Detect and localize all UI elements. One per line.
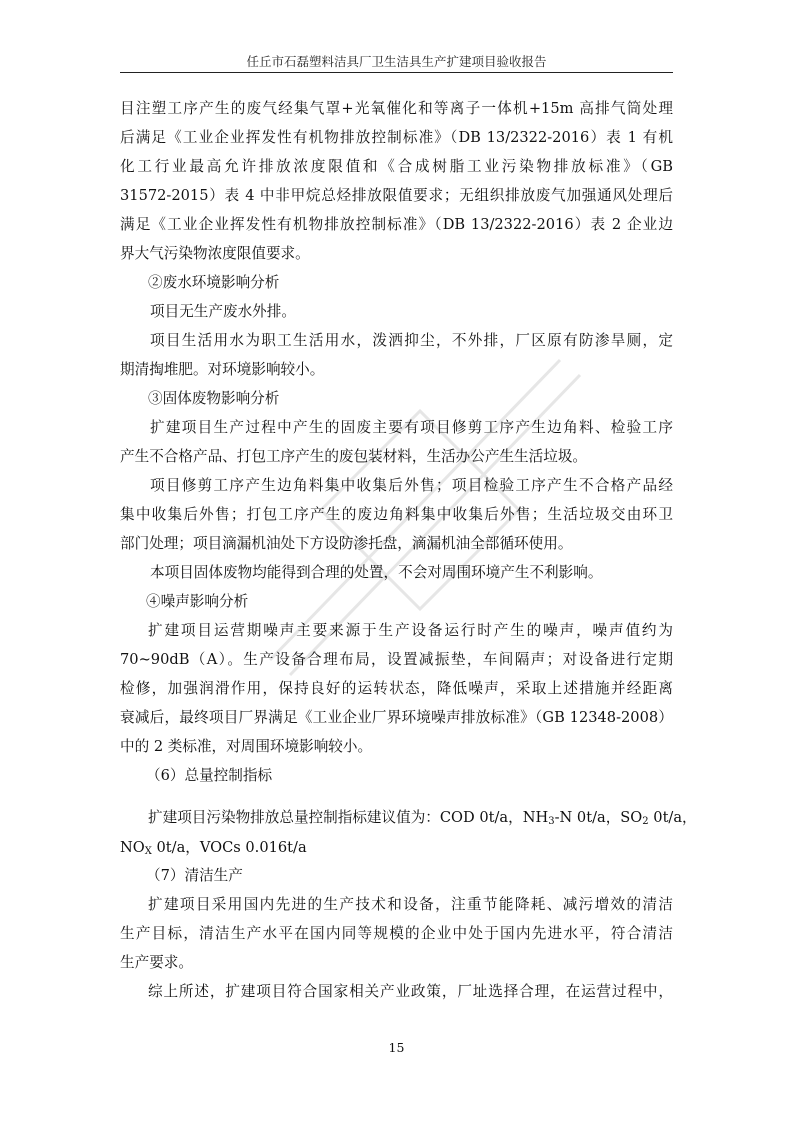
total-control-line-2: [120, 836, 307, 864]
paragraph-line: 综上所述，扩建项目符合国家相关产业政策，厂址选择合理，在运营过程中，: [148, 983, 673, 1000]
paragraph-line: 中的 2 类标准，对周围环境影响较小。: [120, 738, 373, 755]
so-rest: 0t/a，: [648, 809, 697, 826]
paragraph-line: 集中收集后外售；打包工序产生的废边角料集中收集后外售；生活垃圾交由环卫: [120, 506, 673, 523]
no-subscript: X: [144, 846, 152, 857]
paragraph-line: 扩建项目运营期噪声主要来源于生产设备运行时产生的噪声，噪声值约为: [148, 622, 673, 639]
paragraph-line: 衰减后，最终项目厂界满足《工业企业厂界环境噪声排放标准》（GB 12348-2008）: [120, 709, 673, 726]
paragraph-line: 生产目标，清洁生产水平在国内同等规模的企业中处于国内先进水平，符合清洁: [120, 925, 673, 942]
paragraph-line: 化工行业最高允许排放浓度限值和《合成树脂工业污染物排放标准》（GB: [120, 158, 673, 175]
paragraph-line: 部门处理；项目滴漏机油处下方设防渗托盘，滴漏机油全部循环使用。: [120, 535, 573, 552]
paragraph-line: 生产要求。: [120, 954, 193, 971]
header-rule: [120, 72, 673, 73]
nh-subscript: 3: [548, 816, 555, 827]
paragraph-line: 界大气污染物浓度限值要求。: [120, 245, 310, 262]
no-rest: 0t/a，VOCs 0.016t/a: [151, 839, 307, 856]
paragraph-line: 项目无生产废水外排。: [150, 303, 296, 320]
paragraph-line: 扩建项目采用国内先进的生产技术和设备，注重节能降耗、减污增效的清洁: [148, 896, 673, 913]
paragraph-line: 检修，加强润滑作用，保持良好的运转状态，降低噪声，采取上述措施并经距离: [120, 680, 673, 697]
total-control-line: [148, 806, 697, 834]
section-heading: （6）总量控制指标: [146, 767, 273, 784]
paragraph-line: 目注塑工序产生的废气经集气罩+光氧催化和等离子一体机+15m 高排气筒处理: [120, 100, 673, 117]
paragraph-line: 70~90dB（A）。生产设备合理布局，设置减振垫，车间隔声；对设备进行定期: [120, 651, 673, 668]
total-prefix: 扩建项目污染物排放总量控制指标建议值为：COD 0t/a，NH: [148, 809, 549, 826]
section-heading: ②废水环境影响分析: [148, 274, 280, 291]
paragraph-line: 产生不合格产品、打包工序产生的废包装材料，生活办公产生生活垃圾。: [120, 448, 588, 465]
paragraph-line: 后满足《工业企业挥发性有机物排放控制标准》（DB 13/2322-2016）表 1 有机: [120, 129, 673, 146]
paragraph-line: 31572-2015）表 4 中非甲烷总烃排放限值要求；无组织排放废气加强通风处理后: [120, 187, 673, 204]
no-main: NO: [120, 839, 145, 856]
section-heading: （7）清洁生产: [146, 867, 243, 884]
so-subscript: 2: [642, 816, 649, 827]
paragraph-line: 扩建项目生产过程中产生的固废主要有项目修剪工序产生边角料、检验工序: [150, 419, 673, 436]
paragraph-line: 本项目固体废物均能得到合理的处置，不会对周围环境产生不利影响。: [150, 564, 603, 581]
paragraph-line: 项目修剪工序产生边角料集中收集后外售；项目检验工序产生不合格产品经: [150, 477, 673, 494]
section-heading: ③固体废物影响分析: [148, 390, 280, 407]
paragraph-line: 满足《工业企业挥发性有机物排放控制标准》（DB 13/2322-2016）表 2 企业边: [120, 216, 673, 233]
section-heading: ④噪声影响分析: [146, 593, 249, 610]
nh-rest: -N 0t/a，SO: [554, 809, 643, 826]
paragraph-line: 项目生活用水为职工生活用水，泼洒抑尘，不外排，厂区原有防渗旱厕，定: [150, 332, 673, 349]
page-number: 15: [388, 1040, 405, 1055]
paragraph-line: 期清掏堆肥。对环境影响较小。: [120, 361, 325, 378]
running-header: 任丘市石磊塑料洁具厂卫生洁具生产扩建项目验收报告: [246, 54, 547, 69]
